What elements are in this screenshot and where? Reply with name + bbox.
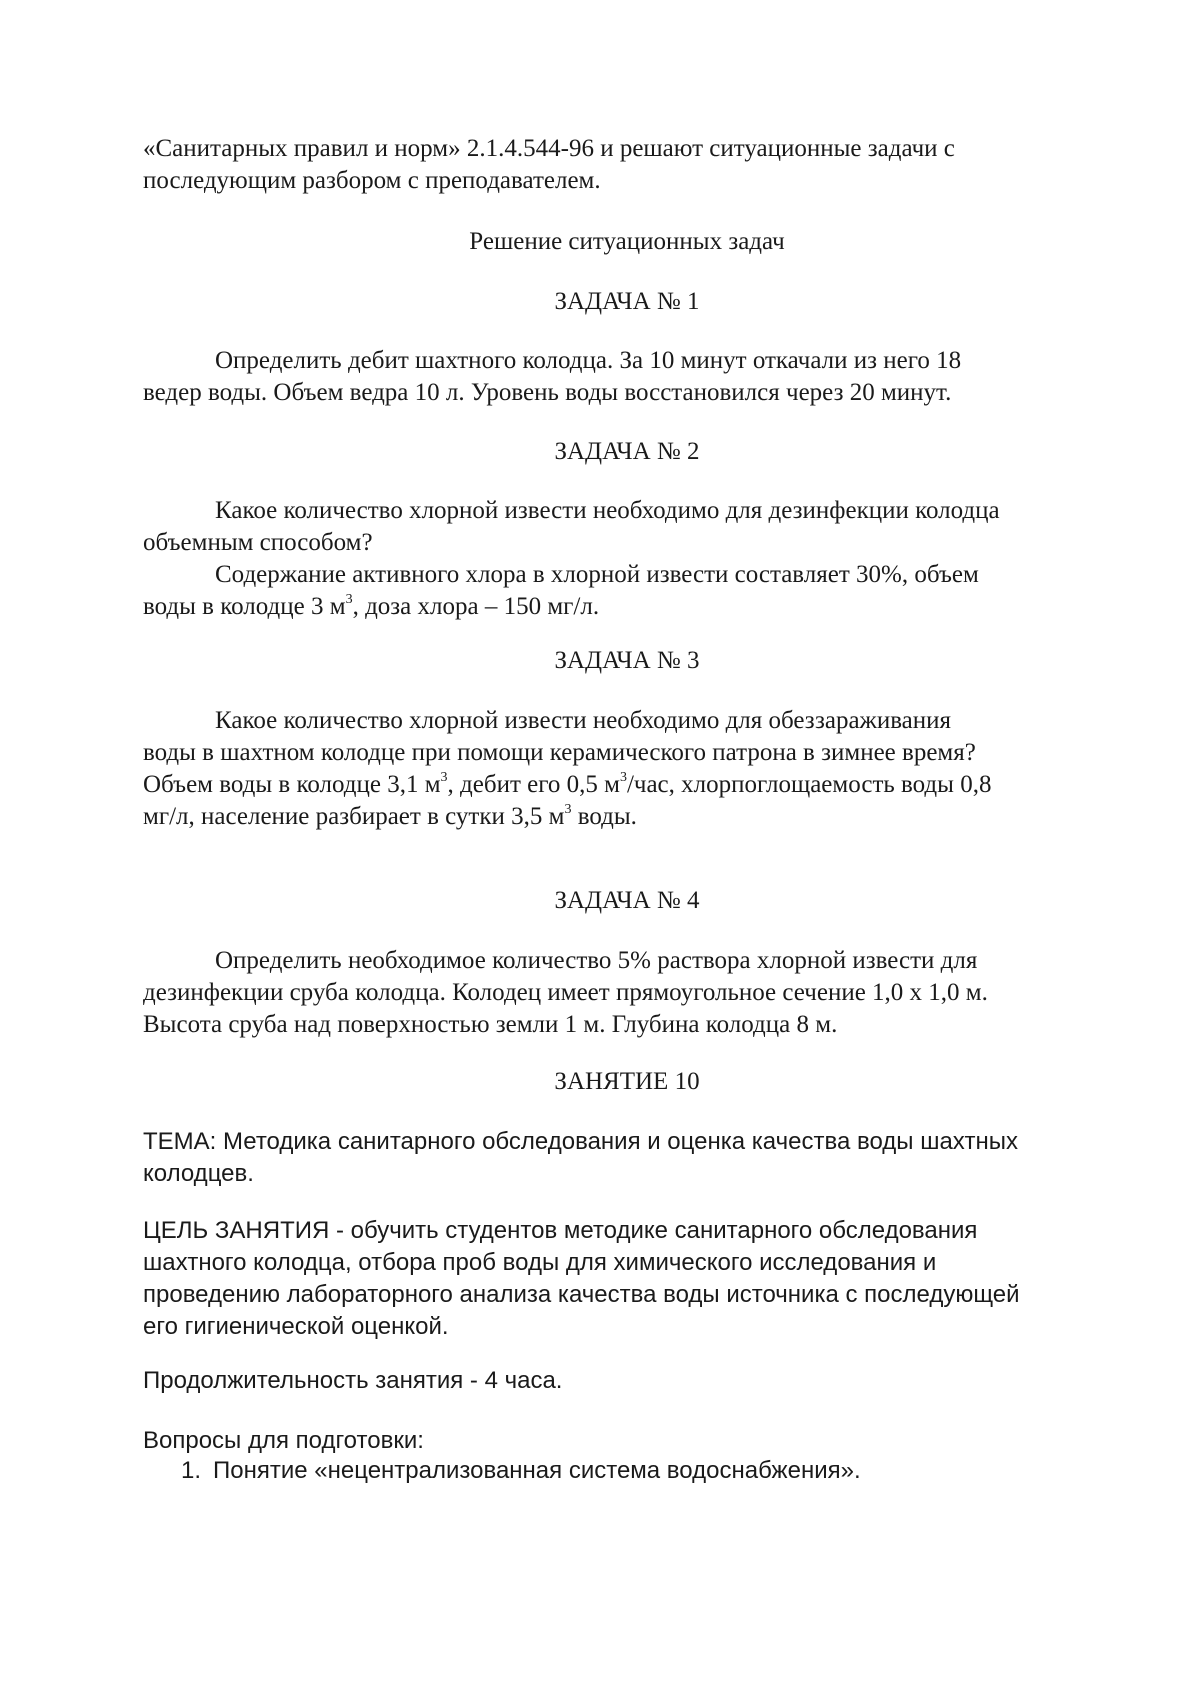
task-1-line-2: ведер воды. Объем ведра 10 л. Уровень воды восстановился через 20 минут. — [143, 379, 952, 406]
task-3-cubic-sup-3: 3 — [564, 801, 572, 817]
task-3-line-3 — [143, 769, 1111, 801]
lesson-heading: ЗАНЯТИЕ 10 — [554, 1068, 700, 1095]
task-3-volume-text: Объем воды в колодце 3,1 м — [143, 771, 441, 798]
lesson-goal-line-2: шахтного колодца, отбора проб воды для химического исследования и — [143, 1249, 937, 1276]
intro-paragraph — [143, 133, 1111, 197]
task-3-chlorine-text: /час, хлорпоглощаемость воды 0,8 — [626, 771, 992, 798]
task-4-line-2: дезинфекции сруба колодца. Колодец имеет прямоугольное сечение 1,0 х 1,0 м. — [143, 979, 988, 1006]
lesson-duration: Продолжительность занятия - 4 часа. — [143, 1367, 563, 1394]
task-2-volume-text: воды в колодце 3 м — [143, 593, 346, 620]
task-2-text — [143, 495, 1111, 623]
task-1-text — [143, 345, 1111, 409]
section-title: Решение ситуационных задач — [469, 228, 785, 255]
task-3-water-text: воды. — [571, 803, 637, 830]
question-number: 1. — [180, 1457, 201, 1484]
intro-line-2: последующим разбором с преподавателем. — [143, 167, 601, 194]
intro-line-1: «Санитарных правил и норм» 2.1.4.544-96 и решают ситуационные задачи с — [143, 135, 955, 162]
lesson-topic-line-2: колодцев. — [143, 1160, 254, 1187]
task-3-debit-text: , дебит его 0,5 м — [447, 771, 620, 798]
task-2-dose-text: , доза хлора – 150 мг/л. — [352, 593, 600, 620]
task-3-line-1: Какое количество хлорной извести необходимо для обеззараживания — [215, 707, 952, 734]
task-3-cubic-sup-2: 3 — [619, 769, 627, 785]
lesson-goal — [143, 1215, 1111, 1343]
task-3-population-text: мг/л, население разбирает в сутки 3,5 м — [143, 803, 565, 830]
task-3-line-4 — [143, 801, 1111, 833]
task-4-line-3: Высота сруба над поверхностью земли 1 м. Глубина колодца 8 м. — [143, 1011, 838, 1038]
question-text: Понятие «нецентрализованная система водоснабжения». — [213, 1457, 861, 1484]
questions-title: Вопросы для подготовки: — [143, 1427, 424, 1454]
task-2-line-1: Какое количество хлорной извести необходимо для дезинфекции колодца — [215, 497, 1000, 524]
lesson-topic-line-1: ТЕМА: Методика санитарного обследования и оценка качества воды шахтных — [143, 1128, 1019, 1155]
list-item — [143, 1455, 1111, 1487]
task-3-heading: ЗАДАЧА № 3 — [554, 647, 700, 674]
task-4-text — [143, 945, 1111, 1041]
lesson-goal-line-4: его гигиенической оценкой. — [143, 1313, 449, 1340]
lesson-topic — [143, 1126, 1111, 1190]
task-2-line-2: объемным способом? — [143, 529, 373, 556]
task-1-line-1: Определить дебит шахтного колодца. За 10 минут откачали из него 18 — [215, 347, 962, 374]
task-3-cubic-sup-1: 3 — [440, 769, 448, 785]
task-2-line-4 — [143, 591, 1111, 623]
task-4-line-1: Определить необходимое количество 5% раствора хлорной извести для — [215, 947, 978, 974]
lesson-goal-line-3: проведению лабораторного анализа качества воды источника с последующей — [143, 1281, 1020, 1308]
task-2-line-3: Содержание активного хлора в хлорной извести составляет 30%, объем — [215, 561, 979, 588]
task-1-heading: ЗАДАЧА № 1 — [554, 288, 700, 315]
task-3-line-2: воды в шахтном колодце при помощи керамического патрона в зимнее время? — [143, 739, 976, 766]
lesson-goal-line-1: ЦЕЛЬ ЗАНЯТИЯ - обучить студентов методике санитарного обследования — [143, 1217, 978, 1244]
task-3-text — [143, 705, 1111, 833]
questions-list — [143, 1455, 1111, 1487]
task-2-heading: ЗАДАЧА № 2 — [554, 438, 700, 465]
task-4-heading: ЗАДАЧА № 4 — [554, 887, 700, 914]
task-2-cubic-sup: 3 — [345, 591, 353, 607]
